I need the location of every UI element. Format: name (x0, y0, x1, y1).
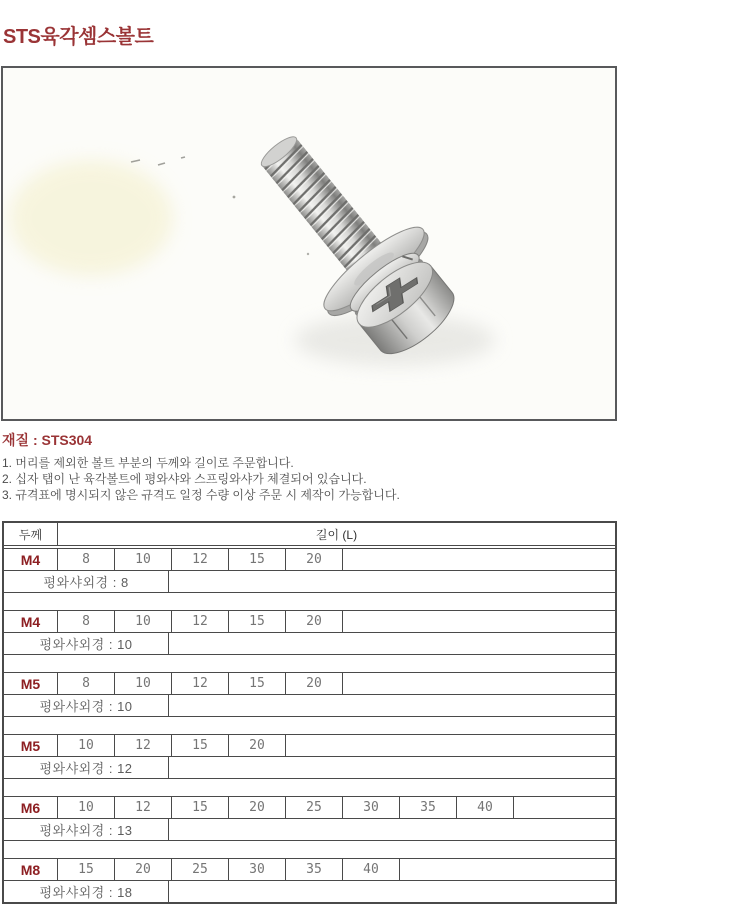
length-header: 길이 (L) (315, 527, 358, 542)
group-spacer (4, 655, 615, 673)
length-value: 20 (115, 859, 172, 880)
washer-row-2 (4, 695, 615, 717)
size-row-m4-0 (4, 549, 615, 571)
empty-filler-cell (169, 757, 615, 778)
length-value: 15 (229, 673, 286, 694)
length-value: 20 (229, 735, 286, 756)
length-value: 8 (58, 549, 115, 570)
empty-filler-cell (169, 571, 615, 592)
washer-row-1 (4, 633, 615, 655)
size-label: M4 (4, 611, 58, 632)
size-table (2, 521, 617, 904)
bolt-photo-illustration (3, 68, 615, 419)
empty-filler-cell (343, 549, 615, 570)
note-line: 3. 규격표에 명시되지 않은 규격도 일정 수량 이상 주문 시 제작이 가능합니다. (2, 488, 400, 502)
product-notes (2, 455, 751, 503)
length-value: 40 (457, 797, 514, 818)
length-value: 35 (286, 859, 343, 880)
length-value: 8 (58, 611, 115, 632)
size-row-m8-5 (4, 859, 615, 881)
size-label: M6 (4, 797, 58, 818)
washer-row-5 (4, 881, 615, 902)
length-value: 12 (172, 673, 229, 694)
length-value: 15 (172, 797, 229, 818)
length-value: 10 (58, 735, 115, 756)
group-spacer (4, 593, 615, 611)
group-spacer (4, 717, 615, 735)
size-row-m5-3 (4, 735, 615, 757)
note-line: 2. 십자 탭이 난 육각볼트에 평와샤와 스프링와샤가 체결되어 있습니다. (2, 472, 367, 486)
length-value: 10 (115, 549, 172, 570)
washer-row-3 (4, 757, 615, 779)
length-value: 10 (58, 797, 115, 818)
length-value: 20 (286, 549, 343, 570)
length-value: 8 (58, 673, 115, 694)
note-line: 1. 머리를 제외한 볼트 부분의 두께와 길이로 주문합니다. (2, 456, 294, 470)
length-value: 20 (229, 797, 286, 818)
empty-filler-cell (169, 819, 615, 840)
empty-filler-cell (169, 633, 615, 654)
size-label: M4 (4, 549, 58, 570)
length-value: 12 (115, 735, 172, 756)
length-value: 15 (172, 735, 229, 756)
length-value: 15 (58, 859, 115, 880)
length-value: 12 (172, 549, 229, 570)
length-value: 15 (229, 611, 286, 632)
size-row-m5-2 (4, 673, 615, 695)
length-value: 40 (343, 859, 400, 880)
material-label: 재질 : STS304 (2, 432, 93, 448)
empty-filler-cell (400, 859, 615, 880)
size-label: M8 (4, 859, 58, 880)
group-spacer (4, 779, 615, 797)
washer-od-label: 평와샤외경 : 10 (4, 633, 169, 654)
washer-od-label: 평와샤외경 : 10 (4, 695, 169, 716)
length-value: 20 (286, 611, 343, 632)
product-photo (1, 66, 617, 421)
length-value: 12 (115, 797, 172, 818)
length-value: 12 (172, 611, 229, 632)
washer-row-4 (4, 819, 615, 841)
length-value: 25 (286, 797, 343, 818)
length-value: 35 (400, 797, 457, 818)
empty-filler-cell (343, 673, 615, 694)
washer-od-label: 평와샤외경 : 8 (4, 571, 169, 592)
length-value: 20 (286, 673, 343, 694)
size-row-m6-4 (4, 797, 615, 819)
empty-filler-cell (169, 695, 615, 716)
thickness-header: 두께 (4, 523, 58, 545)
empty-filler-cell (343, 611, 615, 632)
washer-row-0 (4, 571, 615, 593)
page-title: STS육각셈스볼트 (3, 26, 154, 48)
group-spacer (4, 841, 615, 859)
washer-od-label: 평와샤외경 : 18 (4, 881, 169, 902)
washer-od-label: 평와샤외경 : 12 (4, 757, 169, 778)
length-value: 30 (229, 859, 286, 880)
length-value: 10 (115, 673, 172, 694)
washer-od-label: 평와샤외경 : 13 (4, 819, 169, 840)
length-value: 10 (115, 611, 172, 632)
empty-filler-cell (169, 881, 615, 902)
size-row-m4-1 (4, 611, 615, 633)
table-header-row (4, 523, 615, 546)
size-label: M5 (4, 673, 58, 694)
size-label: M5 (4, 735, 58, 756)
empty-filler-cell (514, 797, 615, 818)
empty-filler-cell (286, 735, 615, 756)
length-value: 25 (172, 859, 229, 880)
length-value: 15 (229, 549, 286, 570)
length-value: 30 (343, 797, 400, 818)
